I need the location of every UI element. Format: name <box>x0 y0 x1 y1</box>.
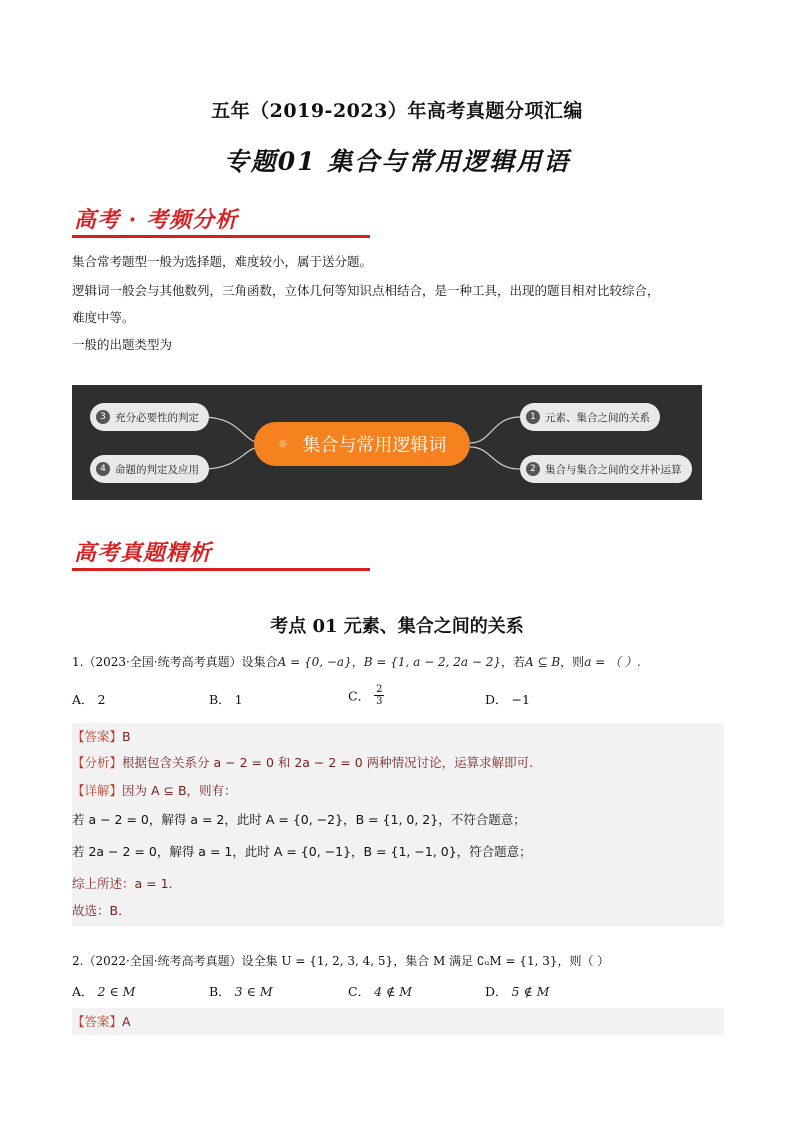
mindmap-center-label: 集合与常用逻辑词 <box>302 435 447 456</box>
mindmap-node-2 <box>520 455 692 483</box>
q1-stem-prefix: 1.（2023·全国·统考高考真题）设集合 <box>72 655 278 669</box>
q2-answer-line: 【答案】A <box>72 1014 131 1029</box>
mindmap-node-1 <box>520 403 660 431</box>
q1-option-c: C． $\frac{2}{3}$ <box>348 684 383 707</box>
node-label: 集合与集合之间的交并补运算 <box>545 463 682 476</box>
question-2-stem: 2.（2022·全国·统考高考真题）设全集 U = {1, 2, 3, 4, 5}，集合 M 满足 ∁ᵤM = {1, 3}，则（ ） <box>72 954 610 968</box>
q1-case-1: 若 a − 2 = 0，解得 a = 2，此时 A = {0, −2}，B = {1, 0, 2}，不符合题意； <box>72 812 526 827</box>
node-label: 命题的判定及应用 <box>115 463 199 476</box>
q1-analysis-line: 【分析】根据包含关系分 a − 2 = 0 和 2a − 2 = 0 两种情况讨论，运算求解即可. <box>72 755 534 770</box>
intro-line-4: 一般的出题类型为 <box>72 337 173 352</box>
mindmap-node-4 <box>90 455 209 483</box>
q1-stem-suffix: ，则 <box>560 655 585 669</box>
q1-answer-line: 【答案】B <box>72 729 131 744</box>
question-1-stem: 1.（2023·全国·统考高考真题）设集合A = {0, −a}，B = {1, a − 2, 2a − 2}，若A ⊆ B，则a = （ ）. <box>72 655 641 669</box>
q1-option-b: B． 1 <box>209 692 243 707</box>
section-heading-rule <box>72 568 370 571</box>
mindmap <box>72 385 702 500</box>
q2-option-d: D． 5 ∉ M <box>485 984 550 999</box>
q1-stem-mid: ，若 <box>500 655 525 669</box>
q1-case-2: 若 2a − 2 = 0，解得 a = 1，此时 A = {0, −1}，B = {1, −1, 0}，符合题意； <box>72 844 532 859</box>
section-heading-rule <box>72 235 370 238</box>
section-heading-label: 高考 · 考频分析 <box>74 207 238 233</box>
q1-condition: A ⊆ B <box>525 655 561 669</box>
q1-option-a: A． 2 <box>72 692 106 707</box>
node-number: 3 <box>96 410 110 424</box>
kaodian-title: 考点 01 元素、集合之间的关系 <box>270 616 524 637</box>
section-heading-analysis <box>72 536 372 570</box>
q2-option-a: A． 2 ∈ M <box>72 984 136 999</box>
section-heading-label: 高考真题精析 <box>74 540 213 566</box>
q2-option-b: B． 3 ∈ M <box>209 984 273 999</box>
q2-option-c: C． 4 ∉ M <box>348 984 413 999</box>
q2-answer-box <box>72 1008 724 1035</box>
q1-set-b: B = {1, a − 2, 2a − 2} <box>363 655 501 669</box>
mindmap-center-node <box>254 422 470 466</box>
node-number: 2 <box>526 462 540 476</box>
fraction: $\frac{2}{3}$ <box>376 684 383 707</box>
lightbulb-icon: ☼ <box>277 437 289 451</box>
intro-line-2: 逻辑词一般会与其他数列，三角函数，立体几何等知识点相结合，是一种工具，出现的题目相对比较综合， <box>72 283 660 298</box>
q1-answer-box <box>72 723 724 926</box>
q1-ask: a = （ ）. <box>584 655 641 669</box>
section-heading-frequency <box>72 203 372 237</box>
q1-option-d: D． −1 <box>485 692 530 707</box>
document-title: 五年（2019-2023）年高考真题分项汇编 <box>211 100 583 122</box>
q1-summary: 综上所述：a = 1. <box>72 876 173 891</box>
mindmap-node-3 <box>90 403 209 431</box>
q1-detail-line: 【详解】因为 A ⊆ B，则有： <box>72 783 237 798</box>
node-number: 4 <box>96 462 110 476</box>
node-number: 1 <box>526 410 540 424</box>
intro-line-1: 集合常考题型一般为选择题，难度较小，属于送分题。 <box>72 254 373 269</box>
q1-set-a: A = {0, −a} <box>277 655 352 669</box>
q1-choose: 故选：B. <box>72 903 123 918</box>
document-subtitle: 专题01 集合与常用逻辑用语 <box>223 147 571 176</box>
node-label: 元素、集合之间的关系 <box>545 411 650 424</box>
node-label: 充分必要性的判定 <box>115 411 199 424</box>
intro-line-3: 难度中等。 <box>72 310 135 325</box>
